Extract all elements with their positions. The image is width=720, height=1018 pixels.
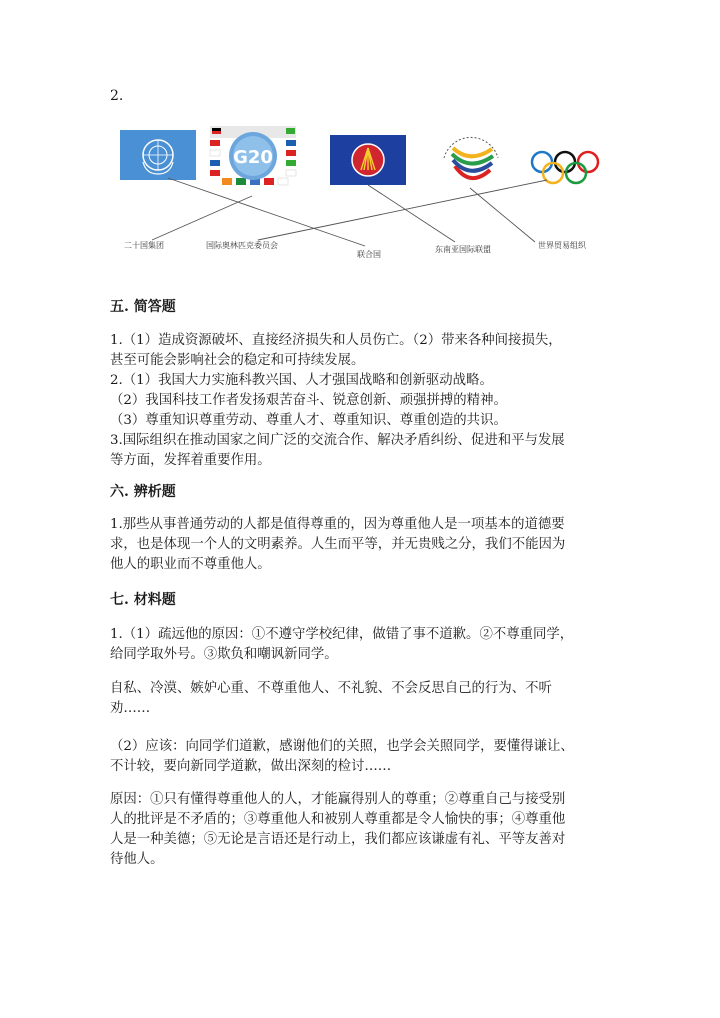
section-7-para-2 (110, 679, 610, 719)
question-number: 2. (110, 88, 124, 104)
olympic-rings-icon (532, 152, 598, 183)
text-line: 1.（1）疏远他的原因：①不遵守学校纪律，做错了事不道歉。②不尊重同学， (110, 627, 574, 642)
text-line: 求，也是体现一个人的文明素养。人生而平等，并无贵贱之分，我们不能因为 (110, 537, 566, 552)
text-line: 他人的职业而不尊重他人。 (110, 557, 271, 572)
text-line: 3.国际组织在推动国家之间广泛的交流合作、解决矛盾纠纷、促进和平与发展 (110, 433, 565, 448)
text-line: 给同学取外号。③欺负和嘲讽新同学。 (110, 647, 338, 662)
label-g20: 二十国集团 (124, 241, 164, 250)
wto-logo-icon (444, 137, 498, 178)
section-5-body (110, 331, 610, 471)
matching-diagram (110, 118, 610, 266)
section-7-para-1 (110, 625, 610, 665)
text-line: 人的批评是不矛盾的；③尊重他人和被别人尊重都是令人愉快的事；④尊重他 (110, 812, 566, 827)
section-7-title: 七. 材料题 (110, 592, 176, 608)
label-un: 联合国 (357, 250, 381, 259)
label-ioc: 国际奥林匹克委员会 (206, 241, 278, 250)
g20-logo-icon (210, 126, 296, 194)
text-line: 等方面，发挥着重要作用。 (110, 453, 271, 468)
section-6-body (110, 515, 610, 575)
text-line: （2）我国科技工作者发扬艰苦奋斗、锐意创新、顽强拼搏的精神。 (110, 393, 507, 408)
text-line: （2）应该：向同学们道歉，感谢他们的关照，也学会关照同学，要懂得谦让、 (110, 739, 574, 754)
label-asean: 东南亚国际联盟 (435, 245, 491, 254)
text-line: 自私、冷漠、嫉妒心重、不尊重他人、不礼貌、不会反思自己的行为、不听 (110, 681, 552, 696)
text-line: 1.（1）造成资源破坏、直接经济损失和人员伤亡。（2）带来各种间接损失， (110, 333, 562, 348)
text-line: 甚至可能会影响社会的稳定和可持续发展。 (110, 353, 365, 368)
section-7-para-4 (110, 790, 610, 870)
label-wto: 世界贸易组织 (538, 241, 586, 250)
matching-figure (110, 118, 610, 266)
text-line: 2.（1）我国大力实施科教兴国、人才强国战略和创新驱动战略。 (110, 373, 493, 388)
asean-flag-icon (330, 135, 406, 185)
text-line: 原因：①只有懂得尊重他人的人，才能赢得别人的尊重；②尊重自己与接受别 (110, 792, 566, 807)
text-line: 待他人。 (110, 852, 164, 867)
un-flag-icon (120, 130, 196, 180)
section-7-para-3 (110, 737, 610, 777)
section-6-title: 六. 辨析题 (110, 484, 176, 500)
text-line: 人是一种美德；⑤无论是言语还是行动上，我们都应该谦虚有礼、平等友善对 (110, 832, 566, 847)
g20-text: G20 (233, 147, 273, 168)
text-line: 1.那些从事普通劳动的人都是值得尊重的，因为尊重他人是一项基本的道德要 (110, 517, 565, 532)
text-line: 劝…… (110, 701, 151, 716)
text-line: 不计较，要向新同学道歉，做出深刻的检讨…… (110, 759, 392, 774)
section-5-title: 五. 简答题 (110, 299, 176, 315)
text-line: （3）尊重知识尊重劳动、尊重人才、尊重知识、尊重创造的共识。 (110, 413, 507, 428)
